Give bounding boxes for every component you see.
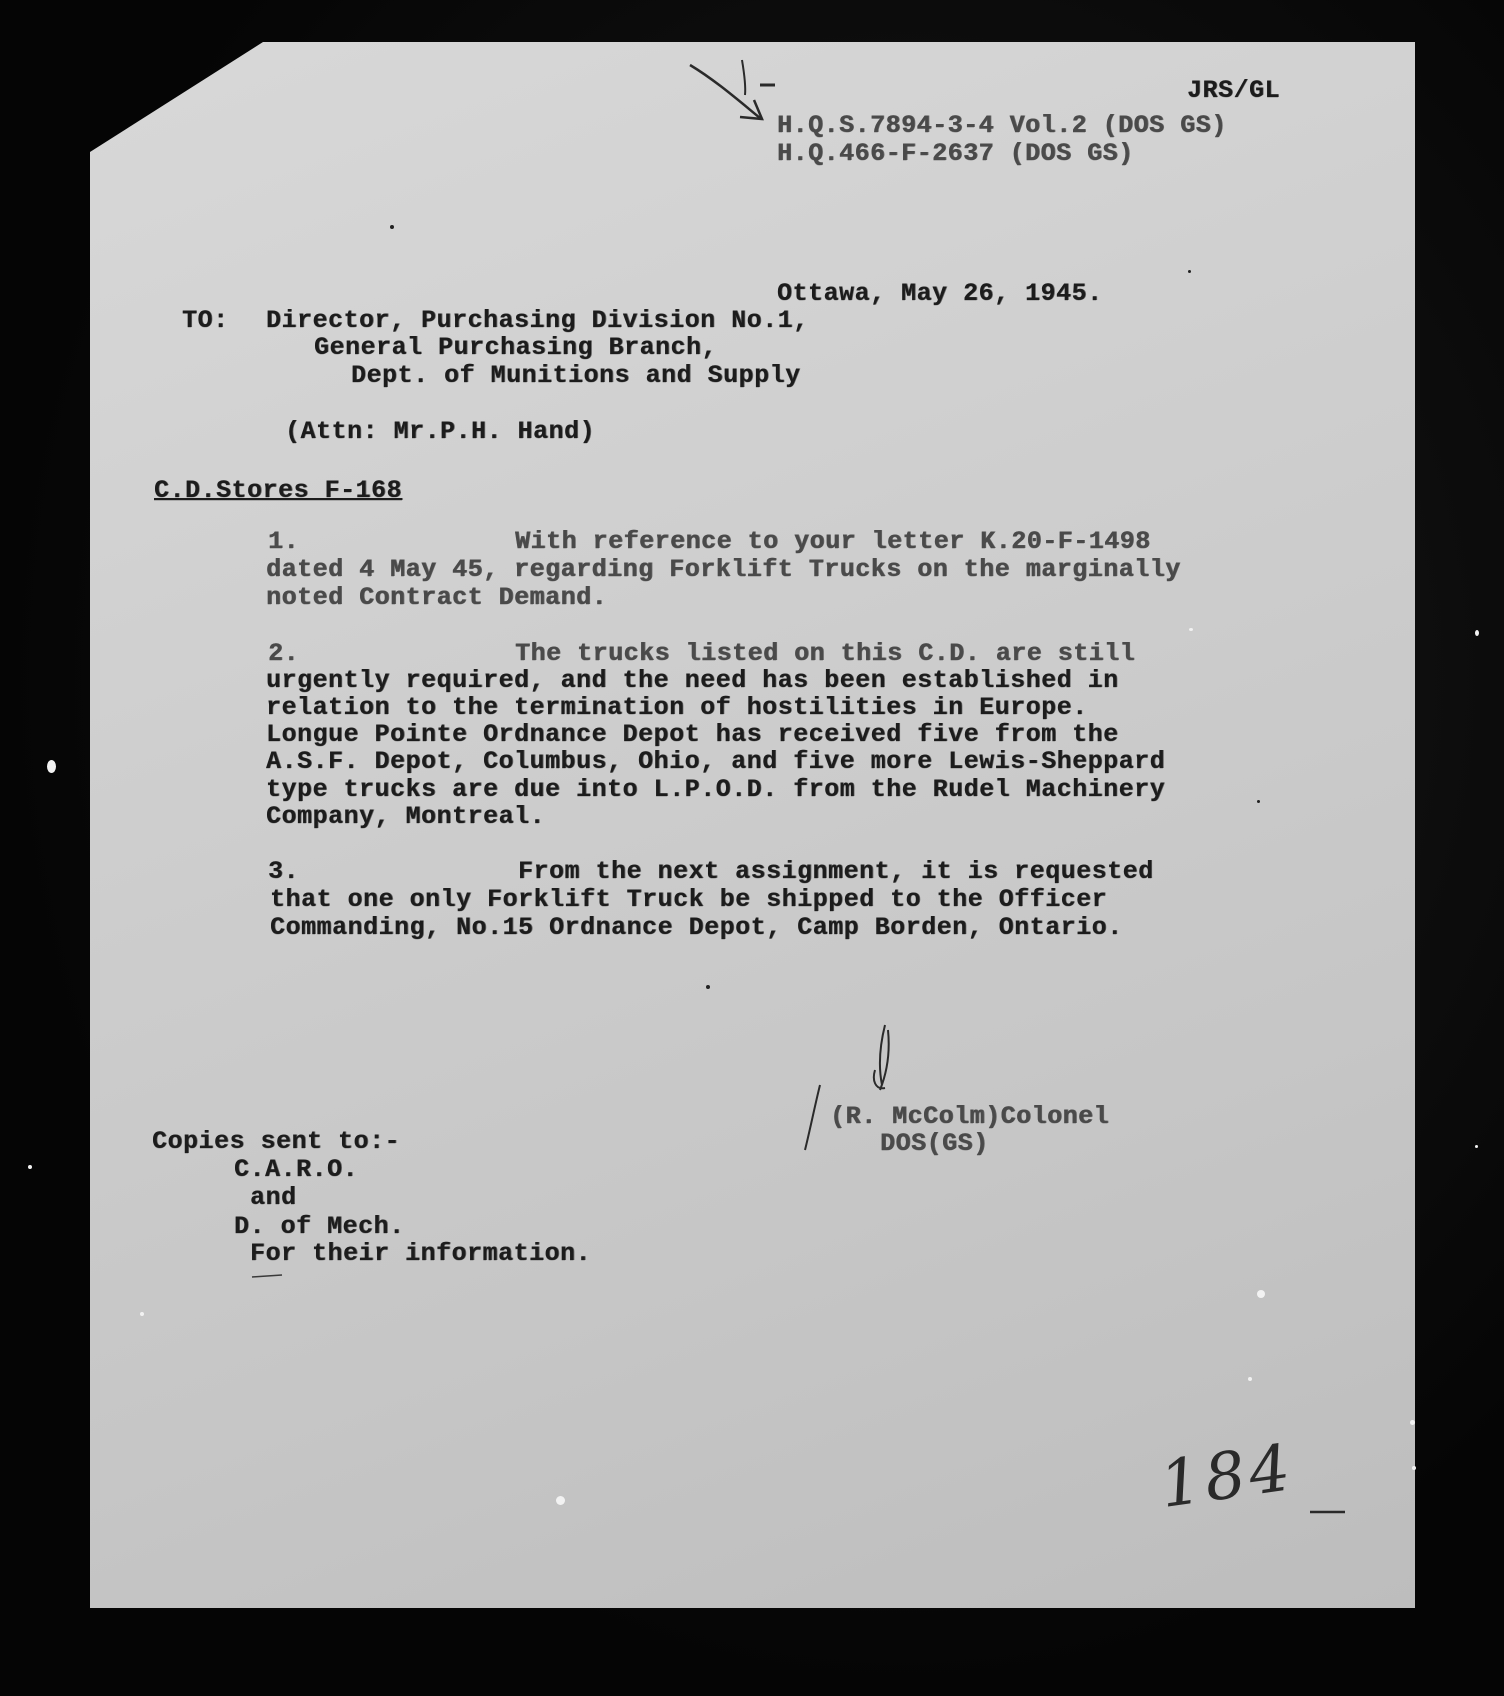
place-and-date: Ottawa, May 26, 1945.: [777, 279, 1103, 308]
reference-line-1: H.Q.S.7894-3-4 Vol.2 (DOS GS): [777, 111, 1227, 140]
paragraph-1-line-2: dated 4 May 45, regarding Forklift Trucks on the marginally: [266, 555, 1181, 584]
paragraph-3-line-2: that one only Forklift Truck be shipped to the Officer: [270, 885, 1108, 914]
copies-recipient-2: and: [250, 1183, 297, 1212]
paragraph-2-line-6: type trucks are due into L.P.O.D. from the Rudel Machinery: [266, 775, 1166, 804]
paragraph-2-number: 2.: [268, 639, 300, 668]
addressee-line-3: Dept. of Munitions and Supply: [351, 361, 801, 390]
page-number: 184: [1155, 1431, 1299, 1523]
addressee-line-1: Director, Purchasing Division No.1,: [266, 306, 809, 335]
copies-heading: Copies sent to:-: [152, 1127, 401, 1156]
reference-check-tick: [742, 60, 745, 95]
paragraph-3-line-1: From the next assignment, it is requested: [518, 857, 1154, 886]
paragraph-2-line-3: relation to the termination of hostilities in Europe.: [266, 693, 1088, 722]
paragraph-2-line-4: Longue Pointe Ordnance Depot has received five from the: [266, 720, 1119, 749]
signature-title: DOS(GS): [880, 1129, 989, 1158]
to-label: TO:: [182, 306, 229, 335]
paragraph-2-line-1: The trucks listed on this C.D. are still: [515, 639, 1136, 668]
file-reference: JRS/GL: [1187, 76, 1281, 105]
copies-note: For their information.: [250, 1239, 592, 1268]
paragraph-3-number: 3.: [268, 857, 300, 886]
copies-dash-mark: [252, 1275, 282, 1277]
attention-line: (Attn: Mr.P.H. Hand): [285, 417, 596, 446]
signature-mark: [805, 1025, 889, 1150]
reference-line-2: H.Q.466-F-2637 (DOS GS): [777, 139, 1134, 168]
signature-name: (R. McColm)Colonel: [830, 1102, 1110, 1131]
addressee-line-2: General Purchasing Branch,: [314, 333, 718, 362]
paragraph-2-line-7: Company, Montreal.: [266, 802, 546, 831]
paragraph-2-line-5: A.S.F. Depot, Columbus, Ohio, and five more Lewis-Sheppard: [266, 747, 1166, 776]
paragraph-3-line-3: Commanding, No.15 Ordnance Depot, Camp Borden, Ontario.: [270, 913, 1123, 942]
subject-line: C.D.Stores F-168: [154, 476, 403, 505]
reference-check-arrow: [690, 65, 760, 118]
paragraph-1-number: 1.: [268, 527, 300, 556]
paragraph-2-line-2: urgently required, and the need has been established in: [266, 666, 1119, 695]
paragraph-1-line-3: noted Contract Demand.: [266, 583, 608, 612]
copies-recipient-1: C.A.R.O.: [234, 1155, 359, 1184]
copies-recipient-3: D. of Mech.: [234, 1212, 405, 1241]
paragraph-1-line-1: With reference to your letter K.20-F-1498: [515, 527, 1151, 556]
